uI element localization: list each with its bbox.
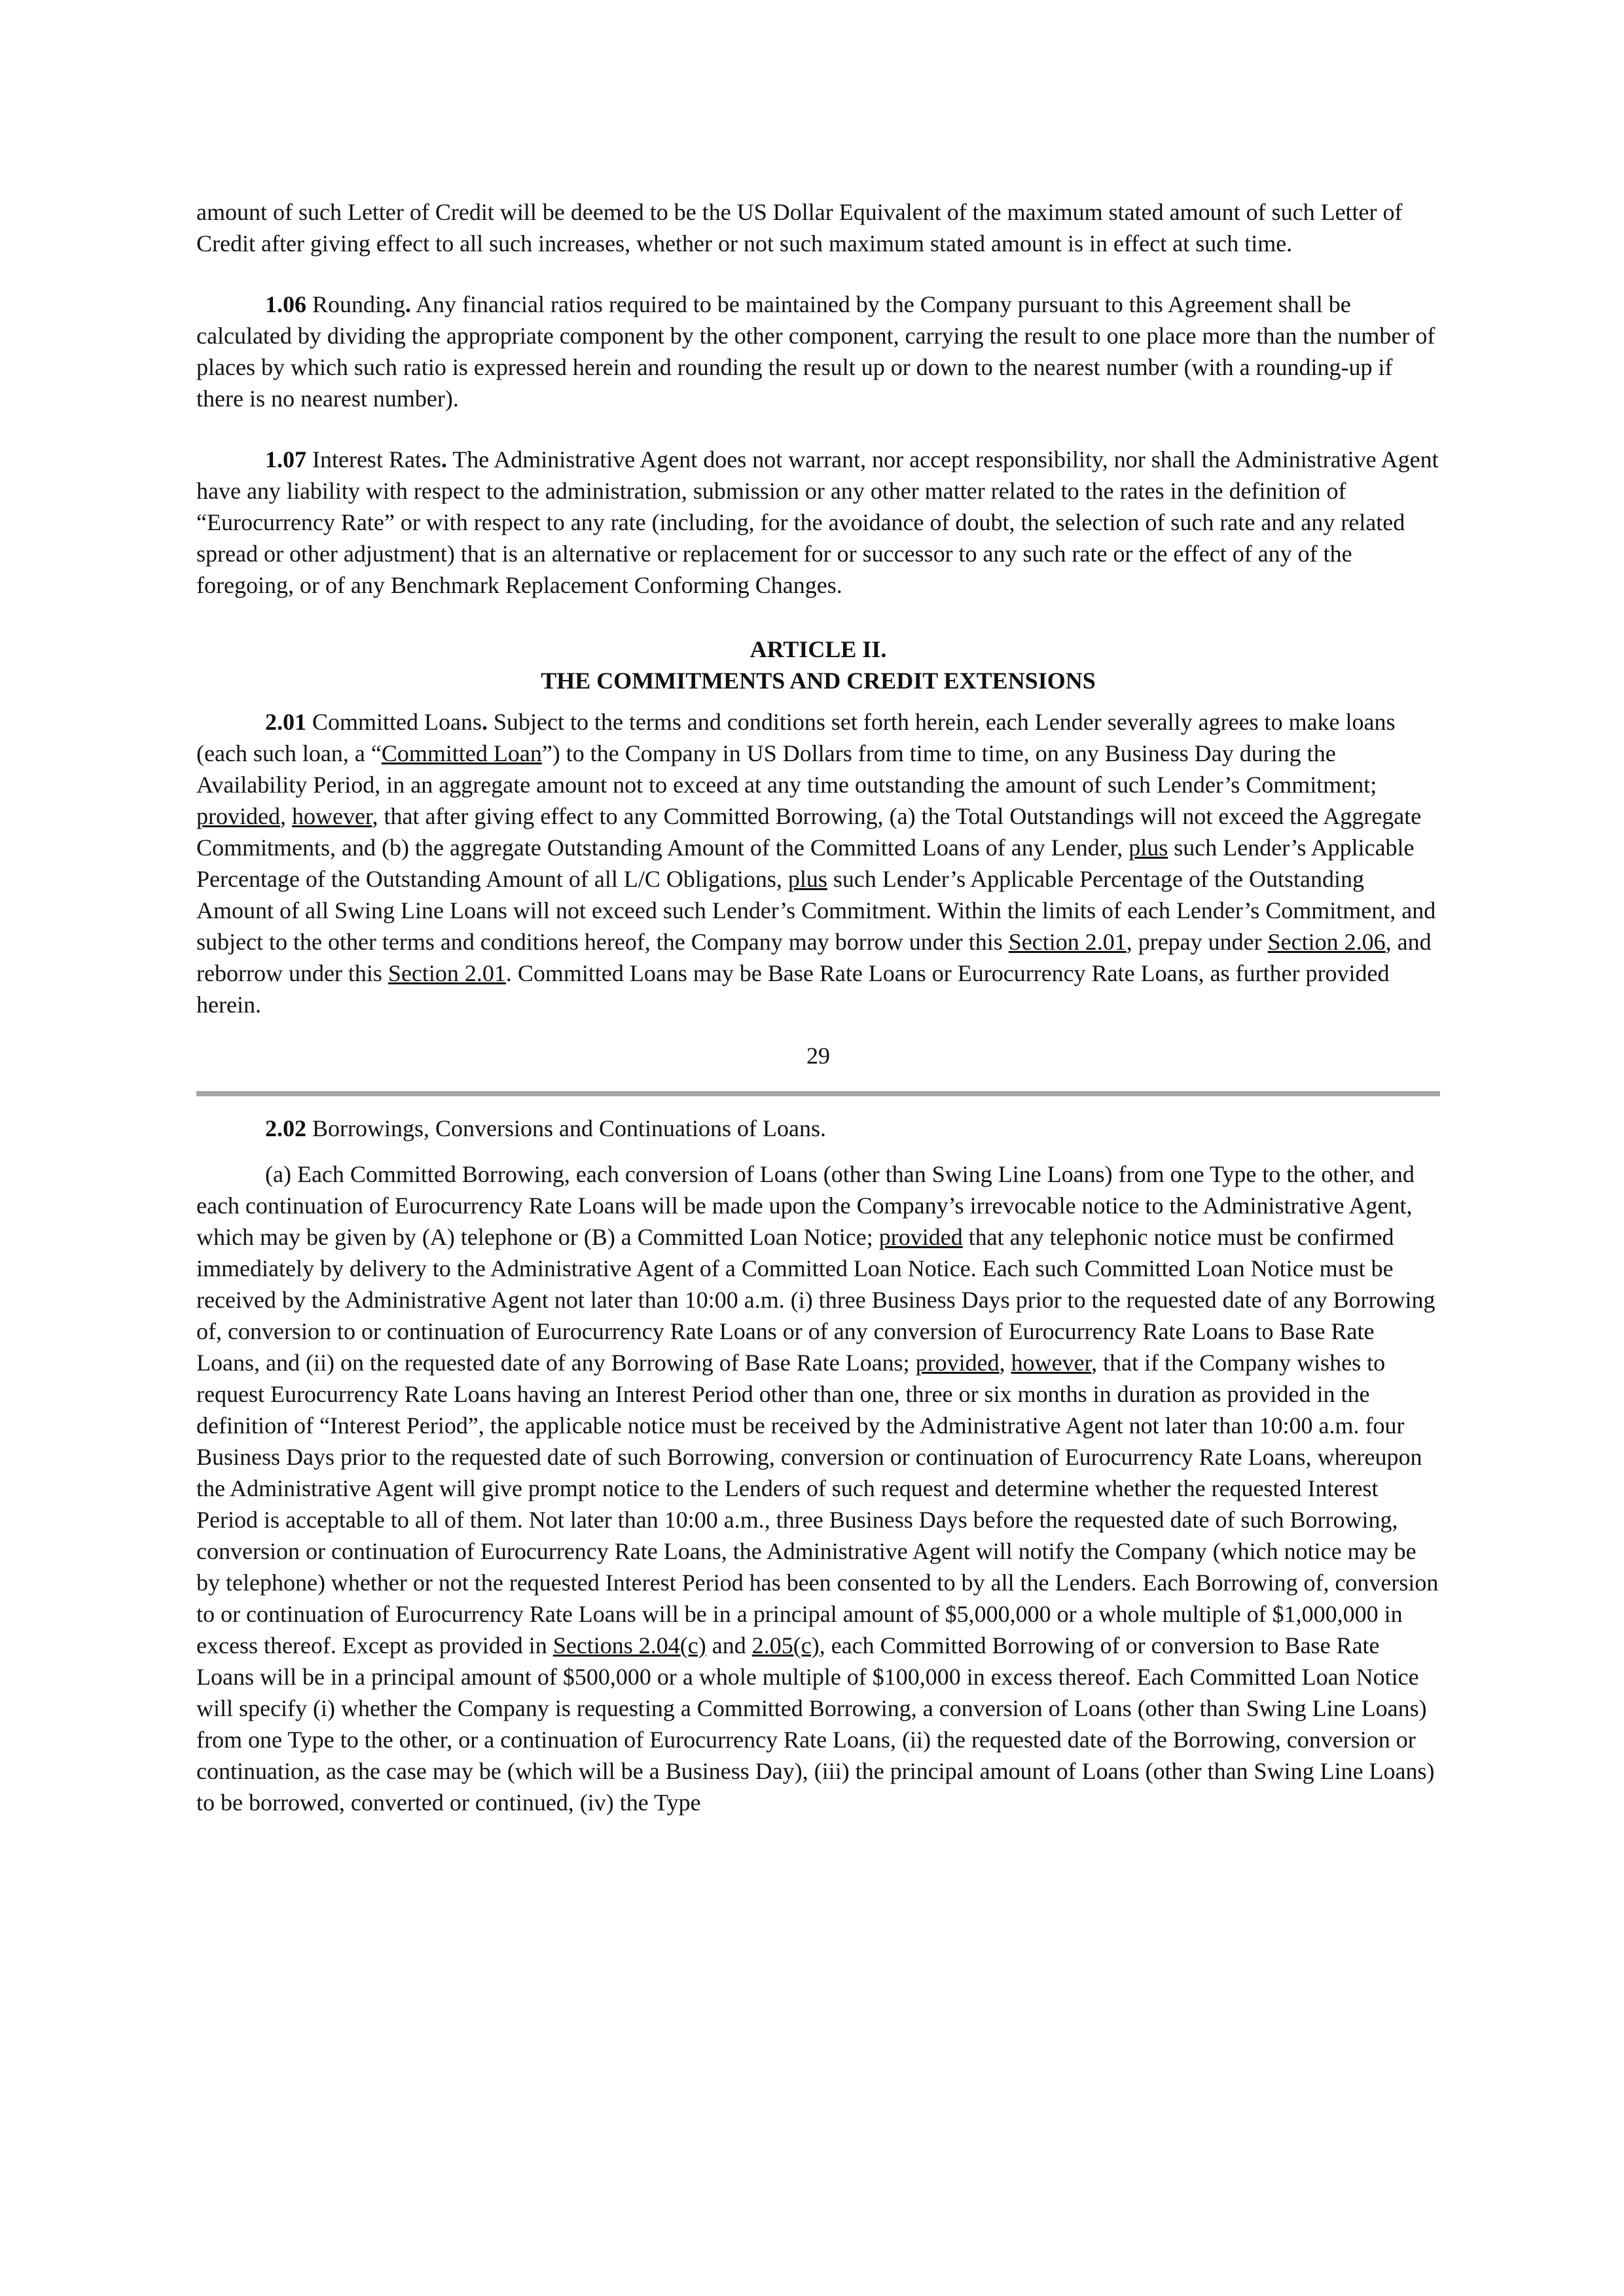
- section-number: 2.01: [265, 709, 306, 735]
- section-reference: Section 2.06: [1267, 929, 1386, 955]
- section-text: such Lender’s Applicable Percentage of the Outstanding Amount of all Swing Line Loans will not exceed such Lender’s Commitment. Within the limits of each Lender’s Commitment, and subject to the other terms and conditions hereof, the Company may borrow under this: [196, 866, 1436, 955]
- page-number: 29: [806, 1043, 830, 1069]
- section-1-06: [196, 289, 1440, 414]
- section-text: , that after giving effect to any Committed Borrowing, (a) the Total Outstandings will not exceed the Aggregate Commitments, and (b) the aggregate Outstanding Amount of the Committed Loans of any Lender,: [196, 803, 1422, 861]
- section-title-period: .: [481, 709, 488, 735]
- section-text: , that if the Company wishes to request Eurocurrency Rate Loans having an Interest Period other than one, three or six months in duration as provided in the definition of “Interest Period”, the applicable notice must be received by the Administrative Agent not later than 10:00 a.m. four Business Days prior to the requested date of such Borrowing, conversion or continuation of Eurocurrency Rate Loans, whereupon the Administrative Agent will give prompt notice to the Lenders of such request and determine whether the requested Interest Period is acceptable to all of them. Not later than 10:00 a.m., three Business Days before the requested date of such Borrowing, conversion or continuation of Eurocurrency Rate Loans, the Administrative Agent will notify the Company (which notice may be by telephone) whether or not the requested Interest Period has been consented to by all the Lenders. Each Borrowing of, conversion to or continuation of Eurocurrency Rate Loans will be in a principal amount of $5,000,000 or a whole multiple of $1,000,000 in excess thereof. Except as provided in: [196, 1350, 1439, 1659]
- section-text: ”) to the Company in US Dollars from time to time, on any Business Day during the Availability Period, in an aggregate amount not to exceed at any time outstanding the amount of such Lender’s Commitment;: [196, 740, 1377, 798]
- section-number: 2.02: [265, 1115, 306, 1141]
- section-text: that any telephonic notice must be confirmed immediately by delivery to the Administrative Agent of a Committed Loan Notice. Each such Committed Loan Notice must be received by the Administrative Agent not later than 10:00 a.m. (i) three Business Days prior to the requested date of any Borrowing of, conversion to or continuation of Eurocurrency Rate Loans or of any conversion of Eurocurrency Rate Loans to Base Rate Loans, and (ii) on the requested date of any Borrowing of Base Rate Loans;: [196, 1224, 1435, 1376]
- section-title: Interest Rates: [306, 446, 441, 473]
- section-text: and: [706, 1632, 752, 1659]
- underlined-term: however: [291, 803, 372, 829]
- section-2-01: [196, 706, 1440, 1020]
- underlined-term: plus: [787, 866, 827, 892]
- section-title-period: .: [405, 291, 412, 317]
- section-reference: Sections 2.04(c): [552, 1632, 706, 1659]
- section-1-07: [196, 444, 1440, 601]
- article-number: ARTICLE II.: [749, 636, 887, 662]
- section-number: 1.07: [265, 446, 306, 473]
- section-text: , each Committed Borrowing of or conversion to Base Rate Loans will be in a principal amount of $500,000 or a whole multiple of $100,000 in excess thereof. Each Committed Loan Notice will specify (i) whether the Company is requesting a Committed Borrowing, a conversion of Loans (other than Swing Line Loans) from one Type to the other, or a continuation of Eurocurrency Rate Loans, (ii) the requested date of the Borrowing, conversion or continuation, as the case may be (which will be a Business Day), (iii) the principal amount of Loans (other than Swing Line Loans) to be borrowed, converted or continued, (iv) the Type: [196, 1632, 1435, 1816]
- document-page: [196, 196, 1440, 1818]
- underlined-term: plus: [1128, 834, 1168, 861]
- section-text: . Committed Loans may be Base Rate Loans or Eurocurrency Rate Loans, as further provided herein.: [196, 960, 1390, 1018]
- section-text: Subject to the terms and conditions set forth herein, each Lender severally agrees to make loans (each such loan, a “: [196, 709, 1396, 766]
- article-title: THE COMMITMENTS AND CREDIT EXTENSIONS: [541, 668, 1096, 694]
- section-number: 1.06: [265, 291, 306, 317]
- defined-term: Committed Loan: [381, 740, 542, 766]
- section-text: such Lender’s Applicable Percentage of the Outstanding Amount of all L/C Obligations,: [196, 834, 1415, 892]
- section-body: The Administrative Agent does not warrant, nor accept responsibility, nor shall the Administrative Agent have any liability with respect to the administration, submission or any other matter related to the rates in the definition of “Eurocurrency Rate” or with respect to any rate (including, for the avoidance of doubt, the selection of such rate and any related spread or other adjustment) that is an alternative or replacement for or successor to any such rate or the effect of any of the foregoing, or of any Benchmark Replacement Conforming Changes.: [196, 446, 1439, 598]
- section-text: , and reborrow under this: [196, 929, 1432, 986]
- underlined-term: however: [1011, 1350, 1092, 1376]
- section-text: (a) Each Committed Borrowing, each conversion of Loans (other than Swing Line Loans) from one Type to the other, and each continuation of Eurocurrency Rate Loans will be made upon the Company’s irrevocable notice to the Administrative Agent, which may be given by (A) telephone or (B) a Committed Loan Notice;: [196, 1161, 1415, 1250]
- section-reference: Section 2.01: [388, 960, 506, 986]
- section-2-02-a: [196, 1158, 1440, 1818]
- underlined-term: provided: [878, 1224, 963, 1250]
- section-2-02-heading: [196, 1113, 1440, 1144]
- section-title: Rounding: [306, 291, 406, 317]
- section-reference: 2.05(c): [751, 1632, 820, 1659]
- section-title: Committed Loans: [306, 709, 482, 735]
- section-title-period: .: [441, 446, 447, 473]
- section-title: Borrowings, Conversions and Continuations of Loans.: [306, 1115, 826, 1141]
- underlined-term: provided: [196, 803, 280, 829]
- section-text: , prepay under: [1126, 929, 1268, 955]
- section-reference: Section 2.01: [1008, 929, 1127, 955]
- continuation-paragraph: amount of such Letter of Credit will be deemed to be the US Dollar Equivalent of the maximum stated amount of such Letter of Credit after giving effect to all such increases, whether or not such maximum stated amount is in effect at such time.: [196, 199, 1403, 257]
- underlined-term: provided: [915, 1350, 1000, 1376]
- page-break-divider: [196, 1091, 1440, 1096]
- section-text: ,: [280, 803, 292, 829]
- section-body: Any financial ratios required to be maintained by the Company pursuant to this Agreement shall be calculated by dividing the appropriate component by the other component, carrying the result to one place more than the number of places by which such ratio is expressed herein and rounding the result up or down to the nearest number (with a rounding-up if there is no nearest number).: [196, 291, 1435, 412]
- article-heading: [196, 634, 1440, 696]
- section-text: ,: [999, 1350, 1011, 1376]
